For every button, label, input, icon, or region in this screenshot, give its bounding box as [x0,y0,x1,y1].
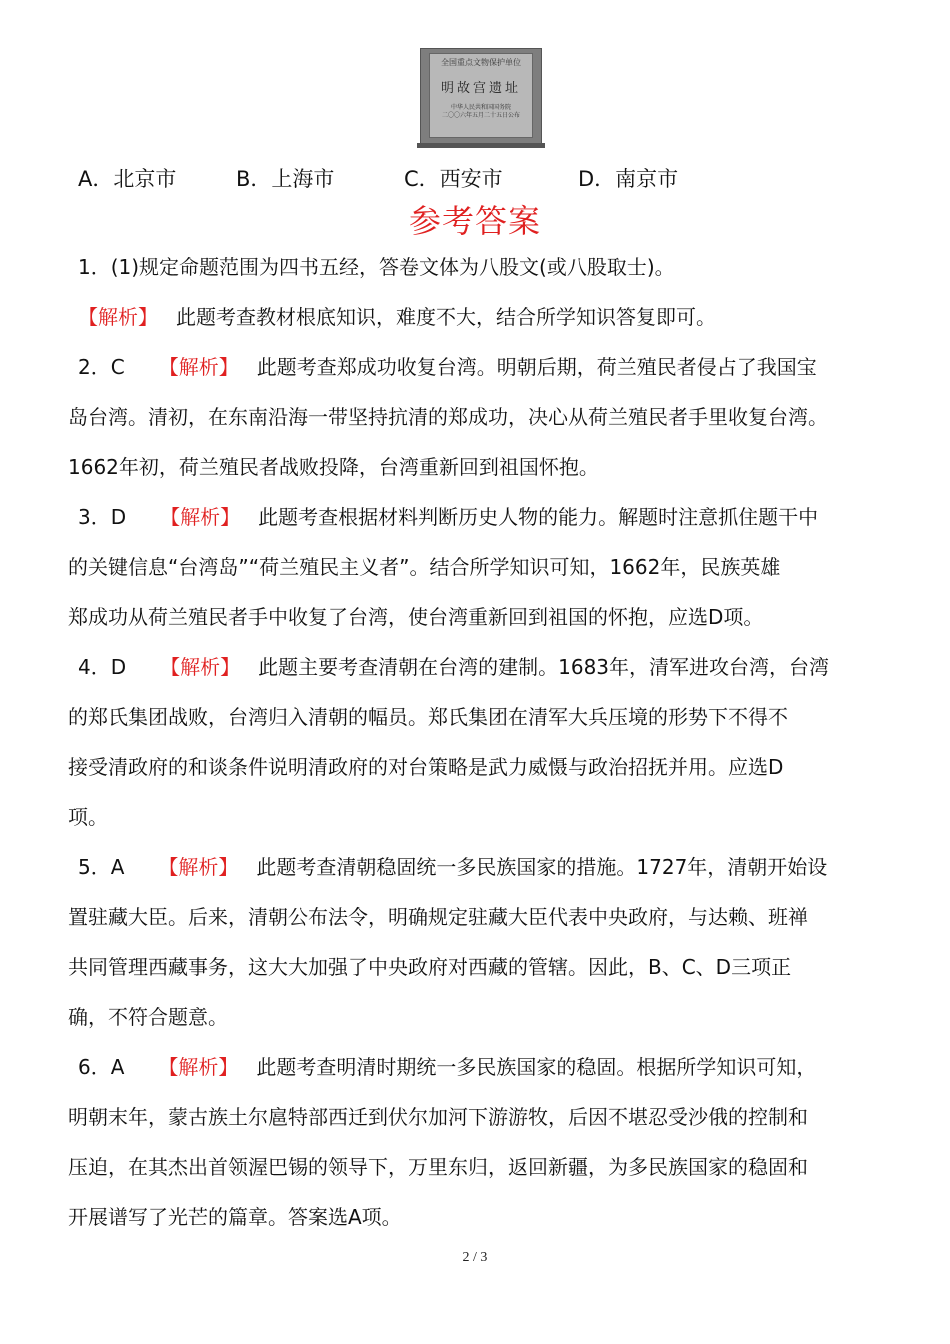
analysis-text: 1662年初，荷兰殖民者战败投降，台湾重新回到祖国怀抱。 [68,455,599,479]
stele-base [417,143,545,148]
answer-2-choice: 2．C [78,355,125,379]
analysis-text: 郑成功从荷兰殖民者手中收复了台湾，使台湾重新回到祖国的怀抱，应选D项。 [68,605,764,629]
stele-title: 明故宫遗址 [440,81,521,96]
stele-issuer: 中华人民共和国国务院 [450,104,511,111]
analysis-text: 明朝末年，蒙古族土尔扈特部西迁到伏尔加河下游游牧，后因不堪忍受沙俄的控制和 [68,1105,808,1129]
analysis-text: 此题考查清朝稳固统一多民族国家的措施。1727年，清朝开始设 [256,855,828,879]
answer-3 [68,492,888,642]
analysis-tag: 【解析】 [158,355,239,379]
analysis-text: 开展谱写了光芒的篇章。答案选A项。 [68,1205,402,1229]
option-d: D．南京市 [578,167,679,191]
analysis-text: 岛台湾。清初，在东南沿海一带坚持抗清的郑成功，决心从荷兰殖民者手里收复台湾。 [68,405,828,429]
analysis-text: 此题考查根据材料判断历史人物的能力。解题时注意抓住题干中 [258,505,819,529]
answer-4 [68,642,888,842]
answer-1 [68,242,888,292]
stele-date: 二〇〇六年五月二十五日公布 [441,112,520,119]
analysis-tag: 【解析】 [160,505,241,529]
analysis-text: 置驻藏大臣。后来，清朝公布法令，明确规定驻藏大臣代表中央政府，与达赖、班禅 [68,905,808,929]
answer-5 [68,842,888,1042]
stele-photo [420,48,542,145]
answer-6-choice: 6．A [78,1055,125,1079]
analysis-text: 此题考查教材根底知识，难度不大，结合所学知识答复即可。 [176,305,716,329]
analysis-tag: 【解析】 [160,655,241,679]
answer-6 [68,1042,888,1242]
analysis-text: 共同管理西藏事务，这大大加强了中央政府对西藏的管辖。因此，B、C、D三项正 [68,955,792,979]
answer-4-choice: 4．D [78,655,127,679]
page-number: 2 / 3 [462,1250,488,1265]
analysis-text: 接受清政府的和谈条件说明清政府的对台策略是武力威慑与政治招抚并用。应选D [68,755,784,779]
analysis-text: 确，不符合题意。 [68,1005,228,1029]
answer-key-heading: 参考答案 [408,202,541,240]
answer-1-analysis [68,292,888,342]
answer-2 [68,342,888,492]
stele-header: 全国重点文物保护单位 [441,58,521,67]
answer-3-choice: 3．D [78,505,127,529]
stele-inscription [429,53,533,138]
option-c: C．西安市 [404,167,503,191]
analysis-tag: 【解析】 [158,1055,239,1079]
answer-5-choice: 5．A [78,855,125,879]
analysis-text: 此题考查明清时期统一多民族国家的稳固。根据所学知识可知， [256,1055,817,1079]
analysis-text: 压迫，在其杰出首领渥巴锡的领导下，万里东归，返回新疆，为多民族国家的稳固和 [68,1155,808,1179]
analysis-text: 此题考查郑成功收复台湾。明朝后期，荷兰殖民者侵占了我国宝 [256,355,817,379]
analysis-text: 此题主要考查清朝在台湾的建制。1683年，清军进攻台湾，台湾 [258,655,830,679]
answer-1-text: 1．(1)规定命题范围为四书五经，答卷文体为八股文(或八股取士)。 [78,255,675,279]
option-b: B．上海市 [236,167,335,191]
analysis-text: 的郑氏集团战败，台湾归入清朝的幅员。郑氏集团在清军大兵压境的形势下不得不 [68,705,788,729]
analysis-tag: 【解析】 [158,855,239,879]
analysis-tag: 【解析】 [78,305,158,329]
option-a: A．北京市 [78,167,177,191]
analysis-text: 项。 [68,805,108,829]
analysis-text: 的关键信息“台湾岛”“荷兰殖民主义者”。结合所学知识可知，1662年，民族英雄 [68,555,781,579]
